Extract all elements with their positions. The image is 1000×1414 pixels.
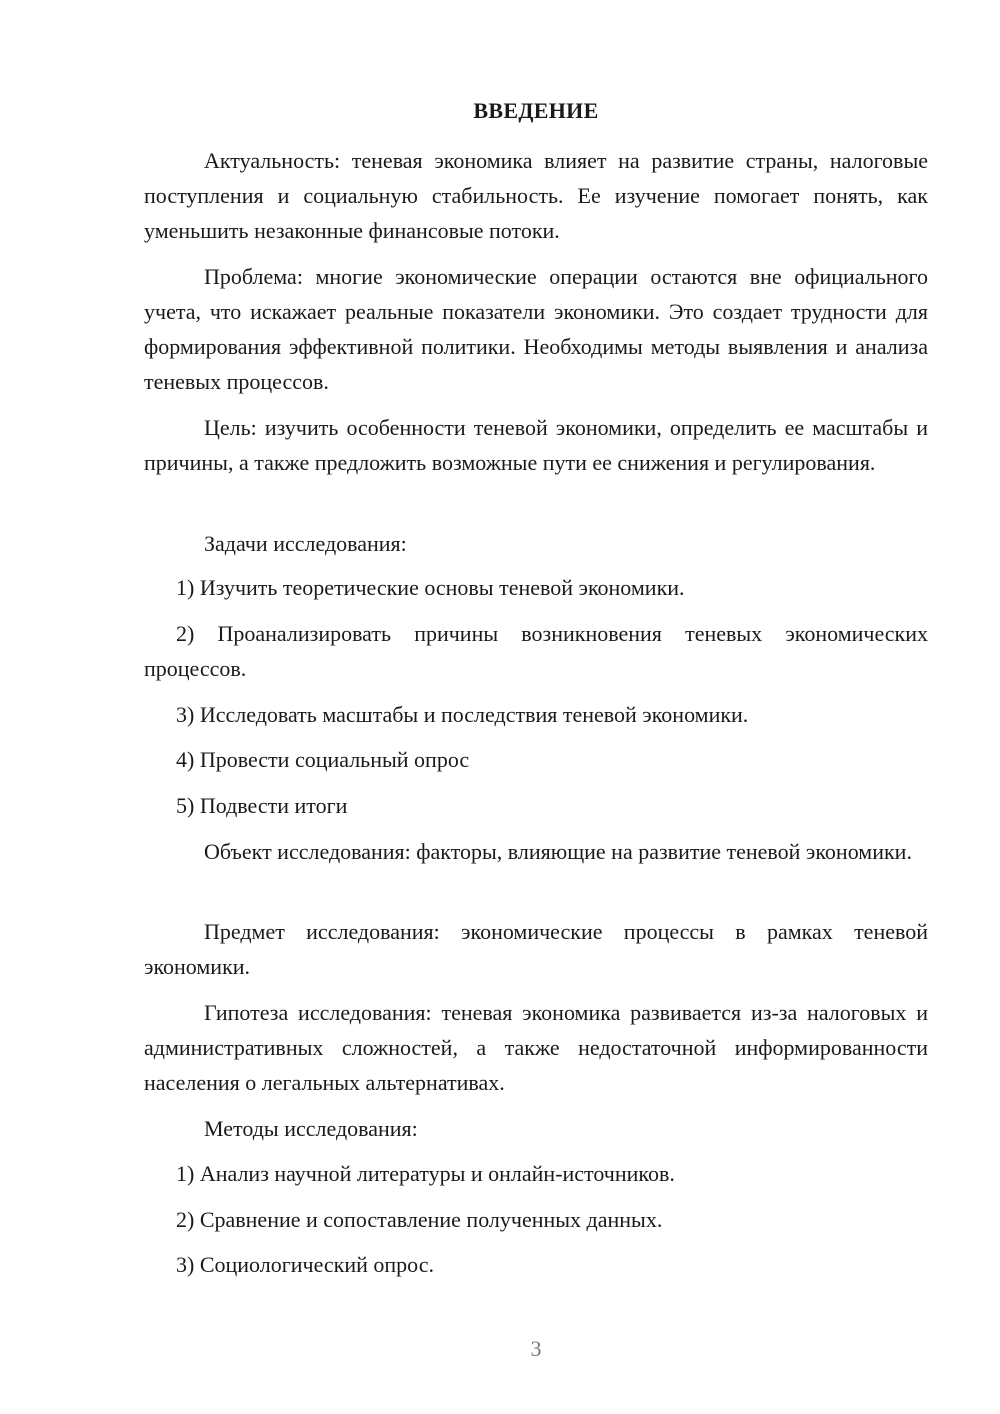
method-item-1: 1) Анализ научной литературы и онлайн-источников. <box>176 1161 675 1186</box>
task-item-3: 3) Исследовать масштабы и последствия теневой экономики. <box>176 702 749 727</box>
relevance-paragraph: Актуальность: теневая экономика влияет на развитие страны, налоговые поступления и социальную стабильность. Ее изучение помогает понять, как уменьшить незаконные финансовые потоки. <box>144 148 928 243</box>
hypothesis-paragraph: Гипотеза исследования: теневая экономика развивается из-за налоговых и административных сложностей, а также недостаточной информированности населения о легальных альтернативах. <box>144 1000 928 1095</box>
object-paragraph: Объект исследования: факторы, влияющие на развитие теневой экономики. <box>204 839 912 864</box>
task-item-2: 2) Проанализировать причины возникновения теневых экономических процессов. <box>144 621 928 681</box>
task-item-1: 1) Изучить теоретические основы теневой экономики. <box>176 575 685 600</box>
tasks-heading: Задачи исследования: <box>204 531 407 556</box>
method-item-2: 2) Сравнение и сопоставление полученных данных. <box>176 1207 663 1232</box>
problem-paragraph: Проблема: многие экономические операции остаются вне официального учета, что искажает реальные показатели экономики. Это создает трудности для формирования эффективной политики. Необходимы методы выявления и анализа теневых процессов. <box>144 264 928 394</box>
task-item-4: 4) Провести социальный опрос <box>176 747 470 772</box>
task-item-5: 5) Подвести итоги <box>176 793 348 818</box>
page-number: 3 <box>530 1336 542 1361</box>
method-item-3: 3) Социологический опрос. <box>176 1252 434 1277</box>
goal-paragraph: Цель: изучить особенности теневой экономики, определить ее масштабы и причины, а также предложить возможные пути ее снижения и регулирования. <box>144 415 928 475</box>
methods-heading: Методы исследования: <box>204 1116 418 1141</box>
page-title: ВВЕДЕНИЕ <box>473 98 599 123</box>
subject-paragraph: Предмет исследования: экономические процессы в рамках теневой экономики. <box>144 919 928 979</box>
